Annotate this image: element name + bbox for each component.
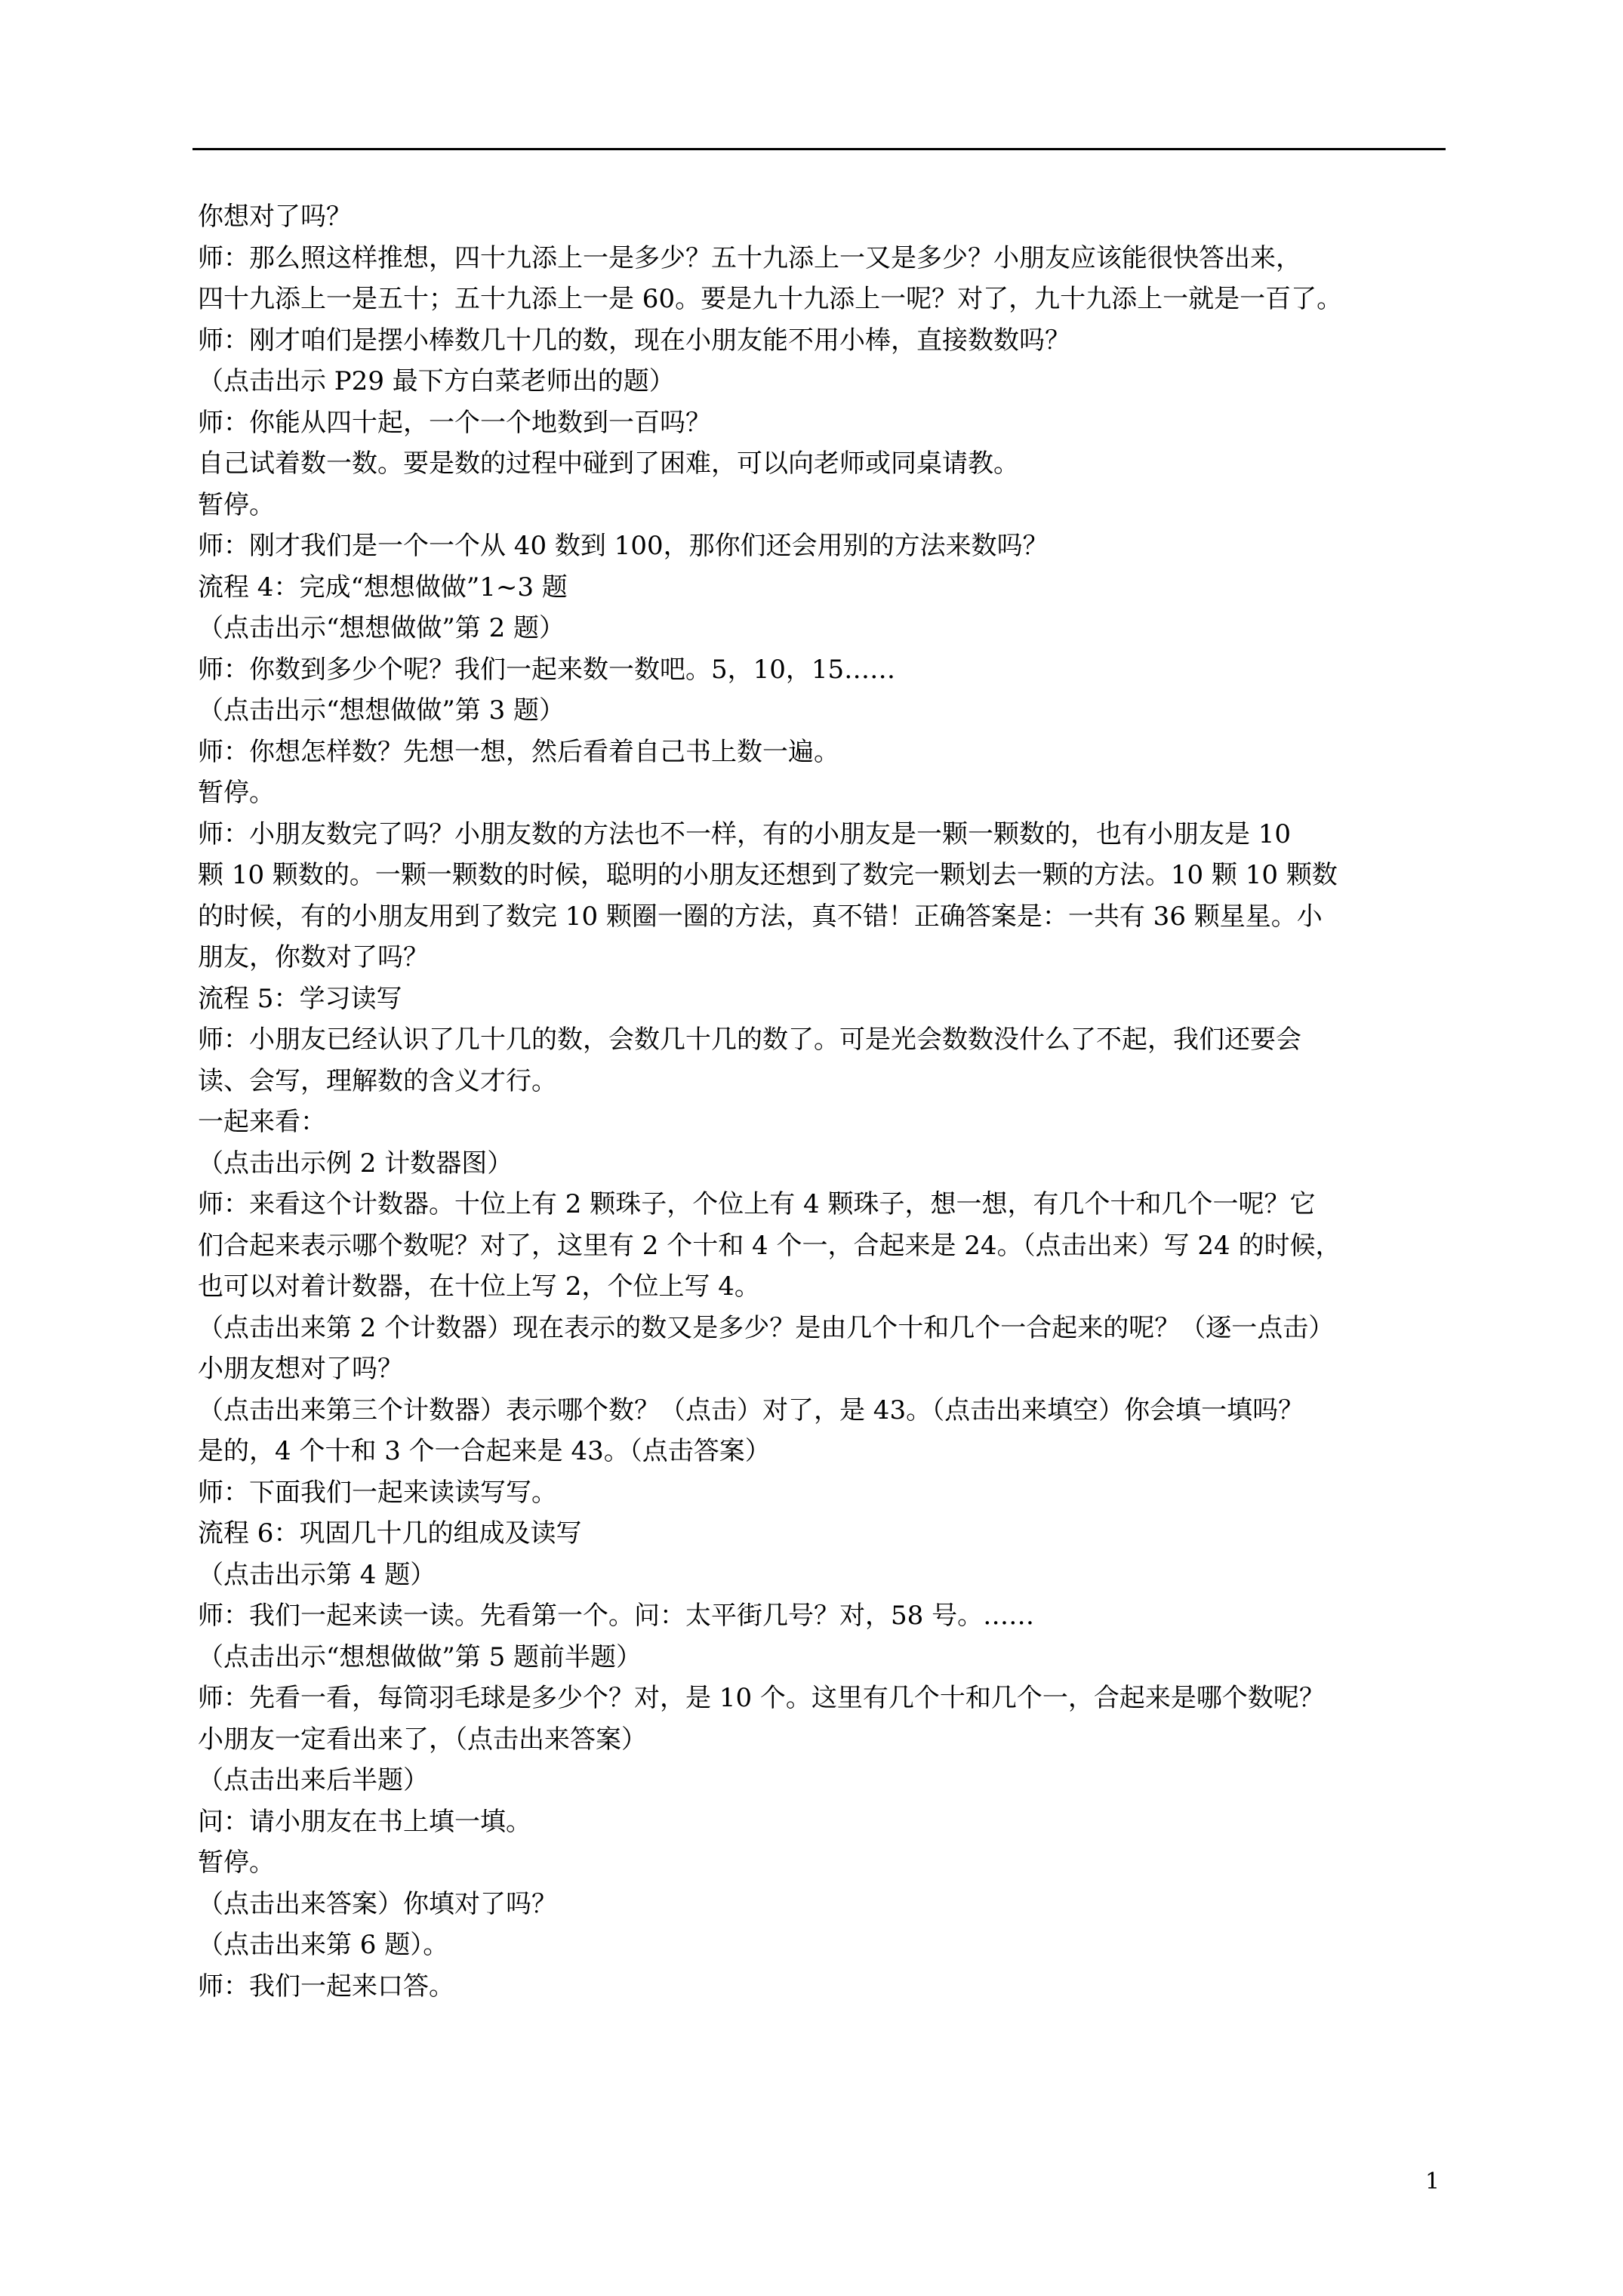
- body-line: 问：请小朋友在书上填一填。: [198, 1806, 531, 1837]
- body-line: 师：来看这个计数器。十位上有 2 颗珠子，个位上有 4 颗珠子，想一想，有几个十和几个一呢？它: [198, 1189, 1316, 1219]
- header-rule: [192, 148, 1446, 150]
- body-line: （点击出示“想想做做”第 3 题）: [198, 695, 565, 726]
- body-line: 师：刚才我们是一个一个从 40 数到 100，那你们还会用别的方法来数吗？: [198, 531, 1049, 561]
- body-line: （点击出示“想想做做”第 2 题）: [198, 613, 565, 643]
- body-line: 师：先看一看，每筒羽毛球是多少个？对，是 10 个。这里有几个十和几个一，合起来是哪个数呢？: [198, 1683, 1325, 1713]
- body-line: 也可以对着计数器，在十位上写 2，个位上写 4。: [198, 1271, 760, 1302]
- body-line: （点击出示第 4 题）: [198, 1559, 436, 1590]
- body-line: （点击出来第 6 题）。: [198, 1930, 449, 1960]
- section-heading: 流程 6：巩固几十几的组成及读写: [198, 1518, 582, 1549]
- body-line: 暂停。: [198, 778, 275, 808]
- body-line: 师：你数到多少个呢？我们一起来数一数吧。5，10，15……: [198, 654, 896, 685]
- body-line: 一起来看：: [198, 1107, 326, 1137]
- body-line: 暂停。: [198, 489, 275, 520]
- body-line: 的时候，有的小朋友用到了数完 10 颗圈一圈的方法，真不错！正确答案是：一共有 36 颗星星。小: [198, 901, 1323, 932]
- body-line: 们合起来表示哪个数呢？对了，这里有 2 个十和 4 个一，合起来是 24。（点击出来）写 24 的时候，: [198, 1230, 1341, 1261]
- section-heading: 流程 4：完成“想想做做”1~3 题: [198, 572, 568, 603]
- body-line: 读、会写，理解数的含义才行。: [198, 1065, 557, 1096]
- document-body: [198, 196, 1443, 2007]
- body-line: 师：你想怎样数？先想一想，然后看着自己书上数一遍。: [198, 736, 839, 767]
- body-line: （点击出来后半题）: [198, 1765, 429, 1795]
- body-line: 师：你能从四十起，一个一个地数到一百吗？: [198, 407, 711, 438]
- body-line: 师：小朋友数完了吗？小朋友数的方法也不一样，有的小朋友是一颗一颗数的，也有小朋友是 10: [198, 818, 1292, 849]
- body-line: 师：刚才咱们是摆小棒数几十几的数，现在小朋友能不用小棒，直接数数吗？: [198, 325, 1070, 356]
- body-line: 是的，4 个十和 3 个一合起来是 43。（点击答案）: [198, 1436, 771, 1466]
- body-line: 小朋友一定看出来了，（点击出来答案）: [198, 1724, 647, 1755]
- body-line: （点击出示 P29 最下方白菜老师出的题）: [198, 366, 675, 396]
- page-number: 1: [1425, 2168, 1440, 2195]
- body-line: （点击出示“想想做做”第 5 题前半题）: [198, 1641, 642, 1672]
- body-line: 颗 10 颗数的。一颗一颗数的时候，聪明的小朋友还想到了数完一颗划去一颗的方法。10 颗 10 颗数: [198, 860, 1338, 890]
- body-line: 小朋友想对了吗？: [198, 1354, 403, 1384]
- body-line: 自己试着数一数。要是数的过程中碰到了困难，可以向老师或同桌请教。: [198, 448, 1019, 479]
- body-line: 暂停。: [198, 1848, 275, 1878]
- body-line: （点击出示例 2 计数器图）: [198, 1148, 513, 1179]
- body-line: 师：我们一起来读一读。先看第一个。问：太平街几号？对，58 号。……: [198, 1601, 1035, 1631]
- body-line: 朋友，你数对了吗？: [198, 942, 429, 972]
- body-line: 师：下面我们一起来读读写写。: [198, 1477, 557, 1508]
- body-line: （点击出来第 2 个计数器）现在表示的数又是多少？是由几个十和几个一合起来的呢？（逐一点击）: [198, 1312, 1335, 1343]
- body-line: 你想对了吗？: [198, 202, 352, 232]
- body-line: 师：我们一起来口答。: [198, 1971, 454, 2002]
- section-heading: 流程 5：学习读写: [198, 983, 402, 1014]
- body-line: （点击出来答案）你填对了吗？: [198, 1888, 557, 1919]
- body-line: （点击出来第三个计数器）表示哪个数？（点击）对了，是 43。（点击出来填空）你会填一填吗？: [198, 1395, 1304, 1425]
- body-line: 师：小朋友已经认识了几十几的数，会数几十几的数了。可是光会数数没什么了不起，我们还要会: [198, 1025, 1301, 1055]
- body-line: 四十九添上一是五十；五十九添上一是 60。要是九十九添上一呢？对了，九十九添上一就是一百了。: [198, 284, 1343, 314]
- body-line: 师：那么照这样推想，四十九添上一是多少？五十九添上一又是多少？小朋友应该能很快答出来，: [198, 242, 1301, 273]
